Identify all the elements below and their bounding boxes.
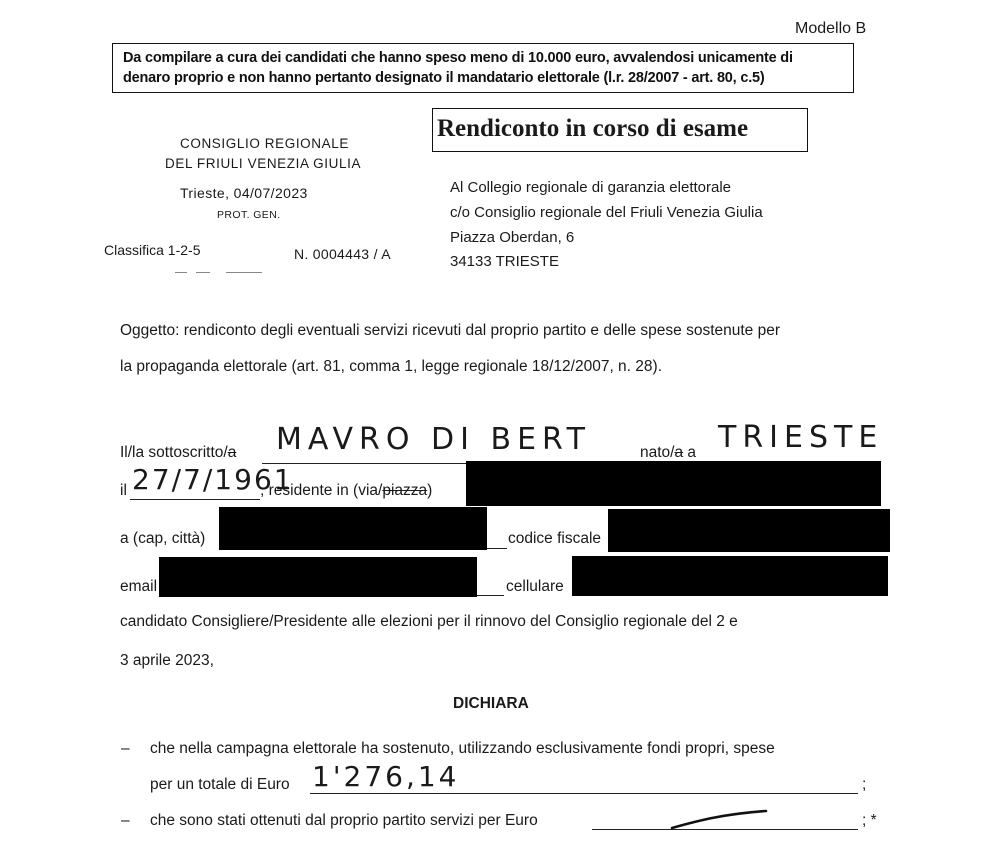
- residence-label: [260, 482, 432, 500]
- residence-label-text: , residente in (via/: [260, 482, 383, 499]
- recipient-line-1: Al Collegio regionale di garanzia elettorale: [450, 179, 732, 196]
- declaration-item-1-line-1: che nella campagna elettorale ha sostenuto, utilizzando esclusivamente fondi propri, spese: [150, 740, 775, 757]
- stamp-classification: Classifica 1-2-5: [104, 242, 201, 258]
- city-underline: [487, 548, 507, 549]
- declaration-item-1-line-2: per un totale di Euro: [150, 776, 290, 793]
- date-label: il: [120, 482, 127, 499]
- candidate-line-1: candidato Consigliere/Presidente alle elezioni per il rinnovo del Consiglio regionale del 2 e: [120, 613, 738, 630]
- stamp-dash: [226, 272, 262, 273]
- stamp-prot-gen: PROT. GEN.: [217, 209, 281, 221]
- stamp-dash: [175, 272, 187, 273]
- mobile-label: cellulare: [506, 578, 564, 595]
- undersigned-label-text: Il/la sottoscritto/: [120, 444, 228, 461]
- redacted-address: [466, 461, 881, 506]
- redacted-city: [219, 507, 487, 550]
- recipient-line-3: Piazza Oberdan, 6: [450, 229, 575, 246]
- born-preposition: a: [683, 444, 697, 461]
- stamp-dash: [196, 272, 210, 273]
- born-label: [640, 444, 696, 462]
- born-suffix-struck: a: [674, 444, 684, 461]
- birthdate-underline: [130, 499, 260, 500]
- undersigned-suffix-struck: a: [227, 444, 237, 461]
- status-stamp-box: Rendiconto in corso di esame: [432, 108, 808, 152]
- instruction-box: [112, 43, 854, 93]
- amount-underline: [310, 793, 858, 794]
- subject-line-2: la propaganda elettorale (art. 81, comma 1, legge regionale 18/12/2007, n. 28).: [120, 358, 663, 375]
- name-handwritten: MAVRO DI BERT: [276, 422, 592, 457]
- declaration-item-2: che sono stati ottenuti dal proprio partito servizi per Euro: [150, 812, 538, 829]
- stamp-council-line1: CONSIGLIO REGIONALE: [180, 136, 349, 151]
- pen-stroke-mark: [670, 808, 770, 832]
- stamp-date: Trieste, 04/07/2023: [180, 185, 308, 201]
- candidate-line-2: 3 aprile 2023,: [120, 652, 214, 669]
- email-underline: [477, 595, 504, 596]
- cap-city-label: a (cap, città): [120, 530, 206, 547]
- item-2-end: ; *: [862, 812, 877, 829]
- redacted-email: [159, 557, 477, 597]
- residence-struck: piazza: [382, 482, 428, 499]
- email-label: email: [120, 578, 158, 595]
- bullet-dash-2: –: [121, 812, 130, 829]
- redacted-tax-code: [608, 509, 890, 552]
- subject-line-1: Oggetto: rendiconto degli eventuali servizi ricevuti dal proprio partito e delle spese sostenute per: [120, 322, 780, 339]
- redacted-mobile: [572, 556, 888, 596]
- form-model-label: Modello B: [795, 20, 867, 37]
- stamp-council-line2: DEL FRIULI VENEZIA GIULIA: [165, 156, 362, 171]
- birthplace-handwritten: TRIESTE: [718, 420, 884, 455]
- stamp-protocol-number: N. 0004443 / A: [294, 246, 391, 262]
- tax-code-label: codice fiscale: [508, 530, 602, 547]
- residence-close: ): [427, 482, 433, 499]
- undersigned-label: [120, 444, 236, 462]
- birthdate-handwritten: 27/7/1961: [132, 463, 294, 496]
- amount-handwritten: 1'276,14: [312, 760, 460, 793]
- born-label-text: nato/: [640, 444, 675, 461]
- instruction-line-1: Da compilare a cura dei candidati che hanno speso meno di 10.000 euro, avvalendosi unicamente di: [123, 50, 793, 66]
- bullet-dash-1: –: [121, 740, 130, 757]
- recipient-line-4: 34133 TRIESTE: [450, 253, 559, 270]
- declaration-title: DICHIARA: [453, 695, 529, 712]
- item-1-semicolon: ;: [862, 776, 867, 793]
- instruction-line-2: denaro proprio e non hanno pertanto designato il mandatario elettorale (l.r. 28/2007 - art. 80, c.5): [123, 70, 765, 86]
- recipient-line-2: c/o Consiglio regionale del Friuli Venezia Giulia: [450, 204, 763, 221]
